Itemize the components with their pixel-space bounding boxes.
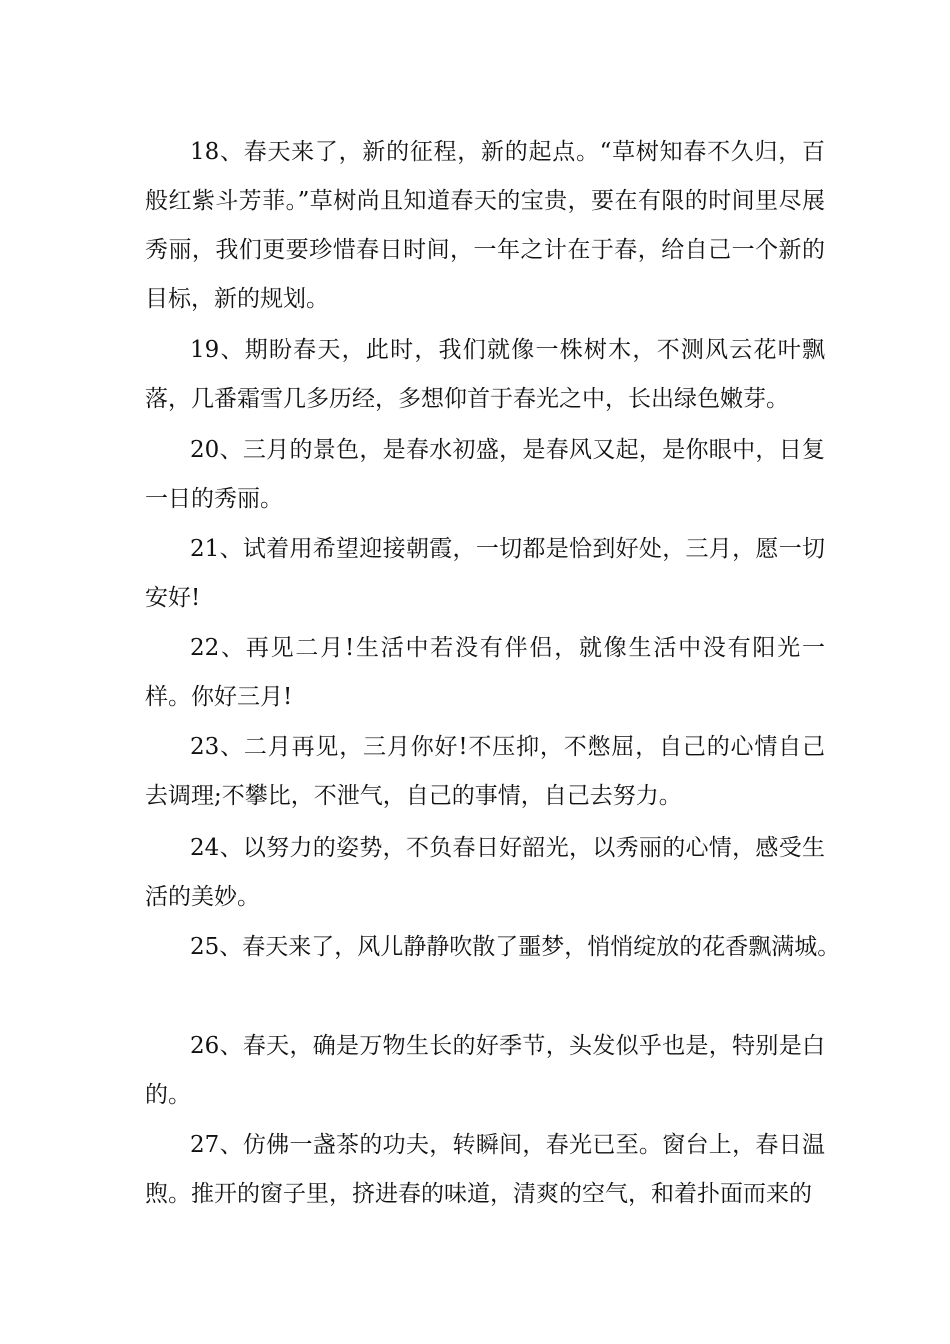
paragraph-21: 21、试着用希望迎接朝霞，一切都是恰到好处，三月，愿一切安好! — [145, 536, 825, 611]
paragraph-25: 25、春天来了，风儿静静吹散了噩梦，悄悄绽放的花香飘满城。 — [190, 934, 841, 960]
paragraph-20: 20、三月的景色，是春水初盛，是春风又起，是你眼中，日复一日的秀丽。 — [145, 437, 825, 512]
paragraph-19: 19、期盼春天，此时，我们就像一株树木，不测风云花叶飘落，几番霜雪几多历经，多想仰首于春光之中，长出绿色嫩芽。 — [145, 337, 825, 412]
paragraph-22: 22、再见二月!生活中若没有伴侣，就像生活中没有阳光一样。你好三月! — [145, 635, 825, 710]
paragraph-27: 27、仿佛一盏茶的功夫，转瞬间，春光已至。窗台上，春日温煦。推开的窗子里，挤进春的味道，清爽的空气，和着扑面而来的 — [145, 1132, 825, 1207]
paragraph-26: 26、春天，确是万物生长的好季节，头发似乎也是，特别是白的。 — [145, 1033, 825, 1108]
paragraph-24: 24、以努力的姿势，不负春日好韶光，以秀丽的心情，感受生活的美妙。 — [145, 835, 825, 910]
paragraph-23: 23、二月再见，三月你好!不压抑，不憋屈，自己的心情自己去调理;不攀比，不泄气，自己的事情，自己去努力。 — [145, 734, 825, 809]
paragraph-18: 18、春天来了，新的征程，新的起点。“草树知春不久归，百般红紫斗芳菲。”草树尚且知道春天的宝贵，要在有限的时间里尽展秀丽，我们更要珍惜春日时间，一年之计在于春，给自己一个新的目标，新的规划。 — [145, 139, 825, 312]
